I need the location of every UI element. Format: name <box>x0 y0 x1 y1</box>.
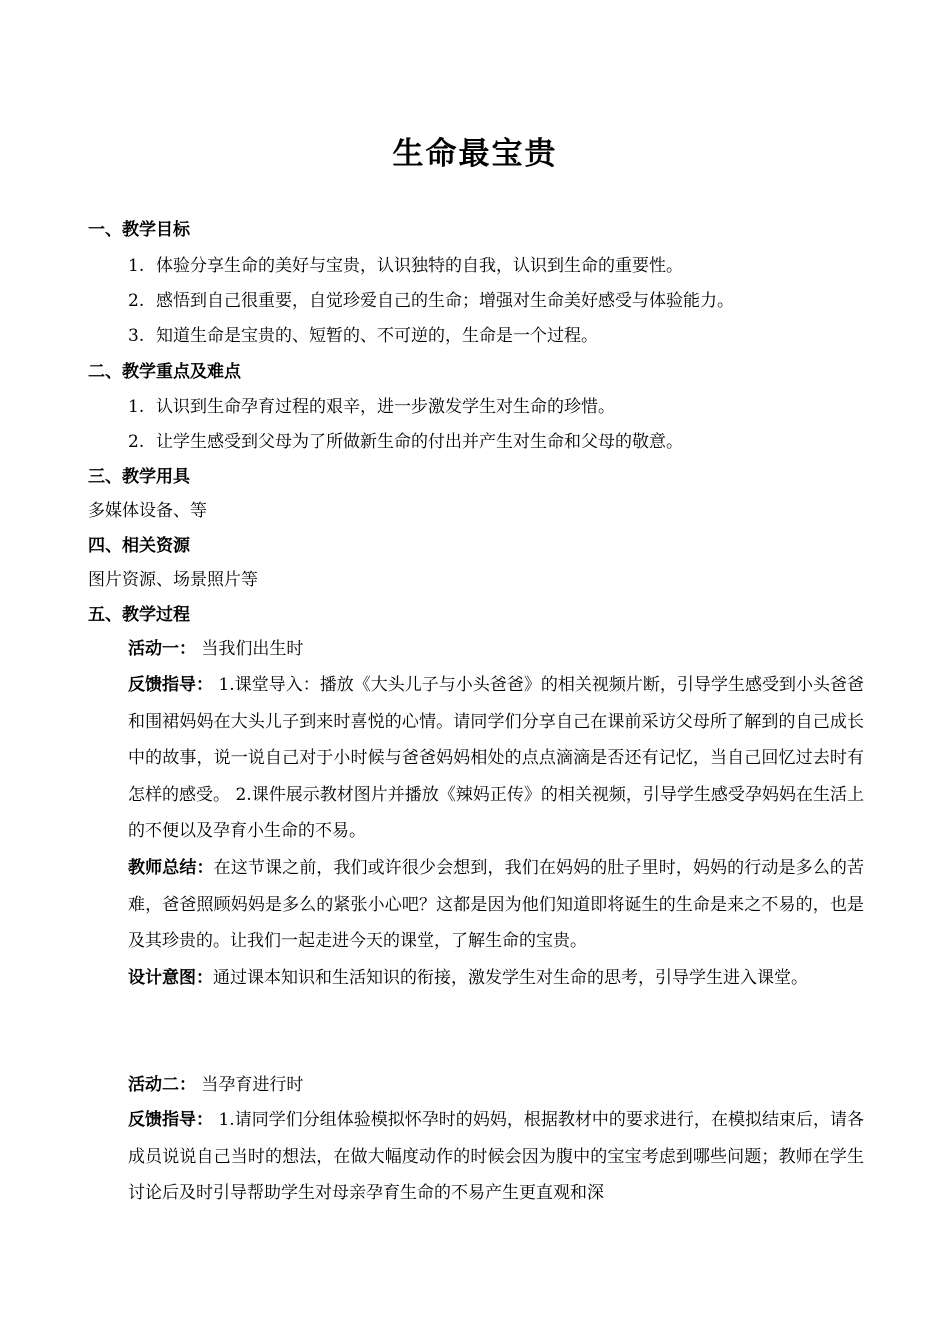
list-item <box>128 255 683 277</box>
list-item-text: 让学生感受到父母为了所做新生命的付出并产生对生命和父母的敬意。 <box>156 432 683 452</box>
list-item-number: 1. <box>128 256 145 276</box>
activity-1-name: 当我们出生时 <box>201 639 304 659</box>
feedback-text: 1.课堂导入：播放《大头儿子与小头爸爸》的相关视频片断，引导学生感受到小头爸爸和围裙妈妈在大头儿子到来时喜悦的心情。请同学们分享自己在课前采访父母所了解到的自己成长中的故事，说一说自己对于小时候与爸爸妈妈相处的点点滴滴是否还有记忆，当自己回忆过去时有怎样的感受。 2.课件展示教材图片并播放《辣妈正传》的相关视频，引导学生感受孕妈妈在生活上的不便以及孕育小生命的不易。 <box>128 675 865 841</box>
list-item <box>128 290 734 312</box>
activity-1-summary <box>128 850 864 960</box>
activity-1-label: 活动一： <box>128 639 196 659</box>
summary-label: 教师总结： <box>128 858 214 878</box>
list-item <box>128 325 598 347</box>
list-item-text: 体验分享生命的美好与宝贵，认识独特的自我，认识到生命的重要性。 <box>156 256 683 276</box>
section-heading-key-points: 二、教学重点及难点 <box>88 362 241 382</box>
page-title: 生命最宝贵 <box>392 136 558 172</box>
feedback-label: 反馈指导： <box>128 675 214 695</box>
section-body-tools: 多媒体设备、等 <box>88 501 207 521</box>
feedback-label: 反馈指导： <box>128 1110 214 1130</box>
list-item-number: 2. <box>128 432 145 452</box>
feedback-text: 1.请同学们分组体验模拟怀孕时的妈妈，根据教材中的要求进行，在模拟结束后，请各成员说说自己当时的想法，在做大幅度动作的时候会因为腹中的宝宝考虑到哪些问题；教师在学生讨论后及时引导帮助学生对母亲孕育生命的不易产生更直观和深 <box>128 1110 864 1203</box>
activity-1-feedback <box>128 667 864 850</box>
activity-2-feedback <box>128 1102 864 1212</box>
section-heading-process: 五、教学过程 <box>88 605 190 625</box>
intent-label: 设计意图： <box>128 968 213 988</box>
activity-2-name: 当孕育进行时 <box>201 1075 304 1095</box>
list-item-number: 2. <box>128 291 145 311</box>
summary-text: 在这节课之前，我们或许很少会想到，我们在妈妈的肚子里时，妈妈的行动是多么的苦难，爸爸照顾妈妈是多么的紧张小心吧？这都是因为他们知道即将诞生的生命是来之不易的，也是及其珍贵的。让我们一起走进今天的课堂，了解生命的宝贵。 <box>128 858 865 951</box>
intent-text: 通过课本知识和生活知识的衔接，激发学生对生命的思考，引导学生进入课堂。 <box>213 968 808 988</box>
list-item <box>128 396 615 418</box>
list-item <box>128 431 683 453</box>
section-heading-objectives: 一、教学目标 <box>88 220 190 240</box>
activity-1-intent <box>128 960 864 997</box>
list-item-number: 3. <box>128 326 145 346</box>
section-heading-resources: 四、相关资源 <box>88 536 190 556</box>
list-item-text: 知道生命是宝贵的、短暂的、不可逆的，生命是一个过程。 <box>156 326 598 346</box>
section-heading-tools: 三、教学用具 <box>88 467 190 487</box>
activity-1-title <box>128 638 303 660</box>
activity-2-title <box>128 1074 303 1096</box>
section-body-resources: 图片资源、场景照片等 <box>88 570 258 590</box>
list-item-number: 1. <box>128 397 145 417</box>
list-item-text: 感悟到自己很重要，自觉珍爱自己的生命；增强对生命美好感受与体验能力。 <box>156 291 734 311</box>
activity-2-label: 活动二： <box>128 1075 196 1095</box>
list-item-text: 认识到生命孕育过程的艰辛，进一步激发学生对生命的珍惜。 <box>156 397 615 417</box>
